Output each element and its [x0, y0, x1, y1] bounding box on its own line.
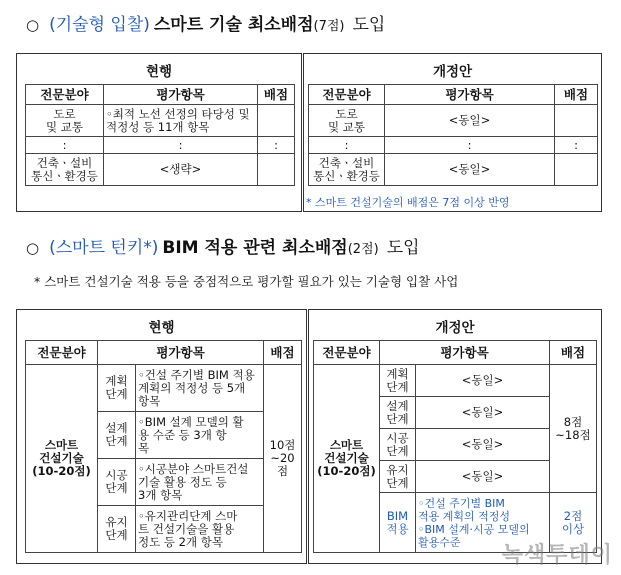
- table2-current-panel: [16, 309, 307, 564]
- cell-item: [136, 459, 264, 506]
- table2-current-table: [25, 340, 302, 553]
- cell-score: [555, 154, 598, 186]
- cell-stage: [380, 461, 416, 493]
- table1-proposal-table: [308, 84, 598, 186]
- cell-text: 계획 단계: [105, 374, 128, 401]
- heading-points: (7점): [313, 19, 345, 34]
- table2-current-title: 현행: [148, 320, 175, 336]
- heading-bullet: ○: [26, 239, 40, 257]
- cell-stage: [98, 365, 136, 412]
- cell-text: 스마트 건설기술 (10-20점): [317, 438, 376, 478]
- table1-proposal-title: 개정안: [432, 64, 473, 80]
- cell-field: [26, 105, 104, 137]
- cell-text: 건축ㆍ설비 통신ㆍ환경등: [31, 155, 98, 183]
- cell-stage: [380, 365, 416, 397]
- cell-score: [258, 105, 295, 137]
- header-field: 전문분야: [26, 85, 104, 105]
- cell-stage: [380, 397, 416, 429]
- heading-strong: 스마트 기술 최소배점: [153, 15, 314, 35]
- cell-item: [136, 506, 264, 553]
- cell-item: <동일>: [416, 397, 550, 429]
- cell-item: [136, 365, 264, 412]
- table2-proposal-title: 개정안: [435, 320, 475, 336]
- cell-text: 스마트 건설기술 (10-20점): [32, 438, 91, 478]
- cell-field: [26, 154, 104, 186]
- cell-text: 유지 단계: [386, 462, 409, 490]
- heading-strong: BIM 적용 관련 최소배점: [162, 238, 348, 258]
- heading-bullet: ○: [26, 16, 40, 34]
- cell-field: [314, 365, 380, 553]
- table2-proposal-panel: [308, 309, 602, 564]
- cell-item: <동일>: [416, 429, 550, 461]
- header-score: 배점: [555, 85, 598, 105]
- header-field: 전문분야: [314, 341, 380, 365]
- cell-score: :: [555, 137, 598, 154]
- cell-score: [258, 154, 295, 186]
- cell-text: 계획 단계: [386, 366, 409, 394]
- header-score: 배점: [264, 341, 302, 365]
- cell-text: 건축ㆍ설비 통신ㆍ환경등: [313, 155, 380, 183]
- cell-text: 도로 및 교통: [46, 106, 83, 134]
- table1-current-title: 현행: [145, 64, 173, 80]
- header-item: 평가항목: [98, 341, 264, 365]
- cell-text: 설계 단계: [105, 421, 128, 448]
- cell-stage-bim: [380, 493, 416, 553]
- cell-text: BIM 적용: [386, 508, 409, 536]
- header-score: 배점: [550, 341, 597, 365]
- cell-text: 2점 이상: [561, 508, 585, 536]
- cell-item: [104, 105, 258, 137]
- cell-stage: [98, 459, 136, 506]
- cell-text: 10점 ~20점: [269, 438, 296, 478]
- header-field: 전문분야: [26, 341, 98, 365]
- cell-text: 도로 및 교통: [328, 106, 365, 134]
- cell-field: [309, 105, 385, 137]
- heading-tail: 도입: [386, 238, 420, 258]
- cell-item: <동일>: [385, 105, 555, 137]
- cell-score: :: [258, 137, 295, 154]
- table1-current-table: [25, 84, 295, 186]
- cell-text: 유지 단계: [105, 515, 128, 542]
- header-score: 배점: [258, 85, 295, 105]
- cell-item: <동일>: [416, 461, 550, 493]
- heading-paren: (기술형 입찰): [49, 15, 150, 35]
- cell-stage: [98, 412, 136, 459]
- cell-score: [264, 365, 302, 553]
- cell-text: ◦건설 주기별 BIM 적용 계획의 적정성 ◦BIM 설계·시공 모델의 활용수준: [418, 496, 530, 549]
- cell-stage: [98, 506, 136, 553]
- section-note: * 스마트 건설기술 적용 등을 중점적으로 평가할 필요가 있는 기술형 입찰 사업: [34, 274, 459, 289]
- cell-item: :: [385, 137, 555, 154]
- table2-proposal-table: [313, 340, 597, 553]
- cell-text: ◦BIM 설계 모델의 활 용 수준 등 3개 항 목: [138, 414, 244, 455]
- cell-score: [550, 365, 597, 493]
- header-item: 평가항목: [380, 341, 550, 365]
- section-heading-1: [26, 10, 385, 35]
- header-item: 평가항목: [104, 85, 258, 105]
- cell-text: ◦건설 주기별 BIM 적용 계획의 적정성 등 5개 항목: [138, 367, 255, 408]
- cell-item: <생략>: [104, 154, 258, 186]
- cell-score: [555, 105, 598, 137]
- cell-item: :: [104, 137, 258, 154]
- watermark-logo: 녹색투데이: [501, 543, 613, 568]
- cell-item: [136, 412, 264, 459]
- cell-text: 설계 단계: [386, 398, 409, 426]
- cell-field: :: [309, 137, 385, 154]
- table1-current-panel: [16, 53, 302, 212]
- cell-field: [26, 365, 98, 553]
- cell-text: ◦시공분야 스마트건설 기술 활용 정도 등 3개 항목: [138, 461, 249, 502]
- heading-tail: 도입: [352, 15, 386, 35]
- cell-item: <동일>: [385, 154, 555, 186]
- cell-text: 시공 단계: [105, 468, 128, 495]
- heading-paren: (스마트 턴키*): [49, 238, 159, 258]
- header-item: 평가항목: [385, 85, 555, 105]
- cell-item: <동일>: [416, 365, 550, 397]
- cell-text: ◦최적 노선 선정의 타당성 및 적정성 등 11개 항목: [106, 106, 250, 134]
- cell-field: :: [26, 137, 104, 154]
- cell-field: [309, 154, 385, 186]
- heading-points: (2점): [347, 242, 379, 257]
- cell-text: 8점 ~18점: [555, 414, 591, 442]
- cell-text: 시공 단계: [386, 430, 409, 458]
- cell-text: ◦유지관리단계 스마 트 건설기술을 활용 정도 등 2개 항목: [138, 508, 238, 549]
- table1-proposal-panel: [303, 53, 602, 212]
- table1-footnote: * 스마트 건설기술의 배점은 7점 이상 반영: [306, 196, 510, 209]
- header-field: 전문분야: [309, 85, 385, 105]
- section-heading-2: [26, 233, 420, 258]
- cell-stage: [380, 429, 416, 461]
